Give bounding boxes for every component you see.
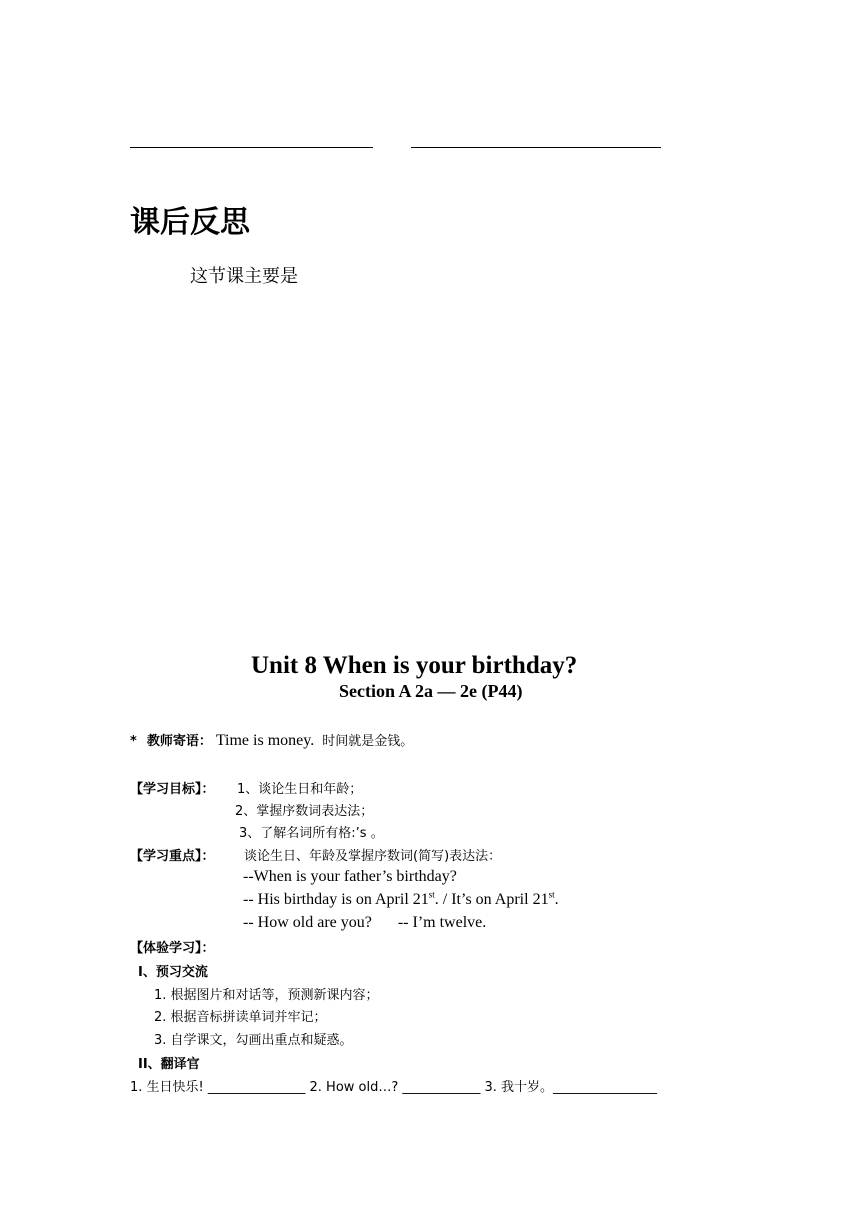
dialogue-question: -- How old are you?: [243, 914, 372, 931]
preview-item: 1. 根据图片和对话等，预测新课内容；: [154, 988, 379, 1003]
section-title: Section A 2a — 2e (P44): [339, 681, 523, 701]
motto-text-en: Time is money.: [215, 732, 315, 749]
objective-item: 3、了解名词所有格:’s 。: [239, 826, 384, 841]
key-point-dialogue-line: [243, 914, 486, 932]
unit-title: Unit 8 When is your birthday?: [251, 652, 578, 679]
translate-line: 1. 生日快乐! _______________ 2. How old…? ____________ 3. 我十岁。________________: [130, 1080, 658, 1095]
dialogue-part: .: [554, 891, 559, 908]
key-point-dialogue-line: [243, 891, 559, 909]
blank-line-right: [411, 147, 661, 148]
motto-text-cn: 时间就是金钱。: [322, 734, 414, 749]
motto-star: *: [130, 734, 137, 749]
key-point-dialogue-line: --When is your father’s birthday?: [243, 868, 457, 885]
experience-label: 【体验学习】：: [130, 941, 215, 956]
dialogue-part: -- His birthday is on April 21: [243, 891, 429, 908]
teacher-motto: [130, 730, 413, 750]
preview-title: I、预习交流: [138, 965, 208, 980]
motto-label: 教师寄语：: [146, 734, 212, 749]
ordinal-suffix: st: [548, 889, 555, 900]
blank-line-left: [130, 147, 373, 148]
key-points-intro: 谈论生日、年龄及掌握序数词(简写)表达法：: [244, 849, 502, 864]
key-points-label: 【学习重点】：: [130, 849, 215, 864]
dialogue-part: . / It’s on April 21: [434, 891, 549, 908]
dialogue-answer: -- I’m twelve.: [397, 914, 487, 931]
objectives-label: 【学习目标】：: [130, 782, 215, 797]
reflection-body: 这节课主要是: [190, 266, 298, 287]
preview-item: 2. 根据音标拼读单词并牢记；: [154, 1010, 327, 1025]
ordinal-suffix: st: [428, 889, 435, 900]
objective-item: 1、谈论生日和年龄；: [237, 782, 363, 797]
reflection-title: 课后反思: [130, 205, 250, 240]
preview-item: 3. 自学课文，勾画出重点和疑惑。: [154, 1033, 353, 1048]
objective-item: 2、掌握序数词表达法；: [235, 804, 374, 819]
translate-title: II、翻译官: [138, 1057, 200, 1072]
